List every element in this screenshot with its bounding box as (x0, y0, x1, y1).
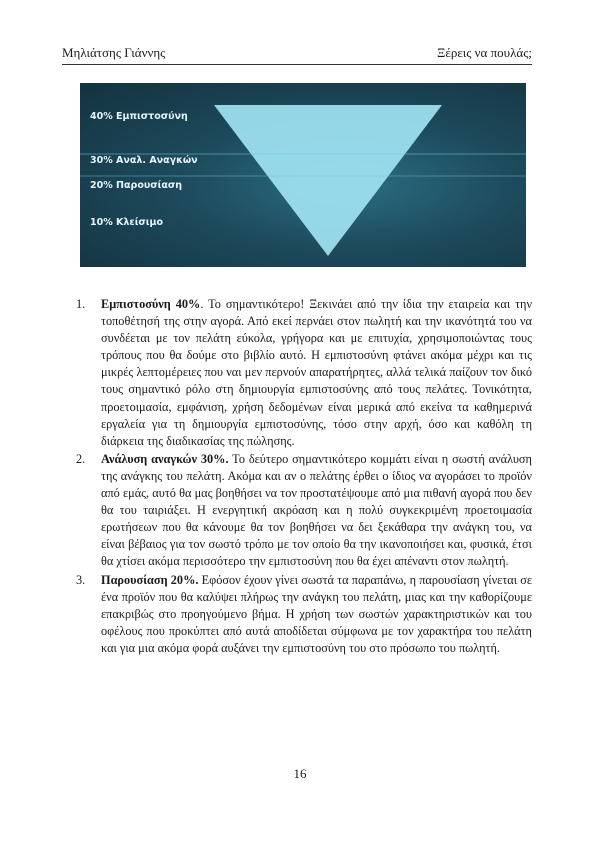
list-item (70, 296, 532, 450)
page-number: 16 (293, 766, 307, 781)
list-item (70, 572, 532, 657)
list-item-number: 2. (76, 451, 86, 466)
funnel-label-needs: 30% Αναλ. Αναγκών (90, 155, 198, 166)
body-text (70, 296, 532, 658)
sales-funnel-figure (80, 83, 526, 267)
list-item-number: 3. (76, 572, 86, 587)
sales-steps-list (70, 296, 532, 657)
list-item-title: Παρουσίαση 20%. (101, 572, 199, 587)
funnel-triangle (214, 105, 442, 256)
header-author: Μηλιάτσης Γιάννης (62, 45, 166, 60)
funnel-label-presentation: 20% Παρουσίαση (90, 180, 183, 191)
header-book-title: Ξέρεις να πουλάς; (437, 45, 532, 60)
list-item-title: Ανάλυση αναγκών 30%. (101, 451, 229, 466)
list-item-text: . Το σημαντικότερο! Ξεκινάει από την ίδια την εταιρεία και την τοποθέτησή της στην αγορά. Από εκεί περνάει στον πωλητή και την ικανότητά του να συνδέεται με τον πελάτη εύκολα, γρήγορα και με επιτυχία, χρησιμοποιώντας τους τρόπους που θα δούμε στο βιβλίο αυτό. Η εμπιστοσύνη φτάνει ακόμα μέχρι και τις μικρές λεπτομέρειες που ναι μεν περνούν απαρατήρητες, αλλά τελικά παίζουν τον δικό τους σημαντικό ρόλο στη δημιουργία εμπιστοσύνης από τους πελάτες. Τονικότητα, προετοιμασία, εμφάνιση, χρήση δεδομένων είναι μερικά από εκείνα τα καθημερινά εργαλεία για τη δημιουργία εμπιστοσύνης, τόσο στην αρχή, όσο και καθόλη τη διάρκεια της διαδικασίας της πώλησης. (101, 297, 532, 448)
list-item (70, 451, 532, 571)
list-item-number: 1. (76, 297, 86, 311)
list-item-text: Το δεύτερο σημαντικότερο κομμάτι είναι η σωστή ανάλυση της ανάγκης του πελάτη. Ακόμα και αν ο πελάτης έρθει ο ίδιος να αγοράσει το προϊόν από εμάς, αυτό θα μας βοηθήσει να τον προστατέψουμε από μια πιθανή αγορά που δεν θα του ταιριάξει. Η ενεργητική ακρόαση και η πολύ συγκεκριμένη προετοιμασία ερωτήσεων που θα κάνουμε θα τον βοηθήσει να δει ξεκάθαρα την ανάγκη του, να είναι βέβαιος για τον σωστό τρόπο με τον οποίο θα την ικανοποιήσει και, φυσικά, έτσι θα χτίσει ακόμα περισσότερο την εμπιστοσύνη που θα έχει απέναντι στον πωλητή. (101, 451, 532, 569)
funnel-label-trust: 40% Εμπιστοσύνη (90, 111, 188, 122)
list-item-text: Εφόσον έχουν γίνει σωστά τα παραπάνω, η παρουσίαση γίνεται σε ένα προϊόν που θα καλύψει πλήρως την ανάγκη του πελάτη, μιας και την καθορίζουμε επακριβώς στο προηγούμενο βήμα. Η χρήση των σωστών χαρακτηριστικών και του οφέλους που προκύπτει από αυτά αποδίδεται σύμφωνα με τον χαρακτήρα του πελάτη και για μια ακόμα φορά αυξάνει την εμπιστοσύνη του στο πρόσωπο του πωλητή. (101, 572, 532, 655)
funnel-label-closing: 10% Κλείσιμο (90, 217, 164, 228)
running-header (62, 44, 532, 65)
list-item-title: Εμπιστοσύνη 40% (101, 297, 201, 311)
